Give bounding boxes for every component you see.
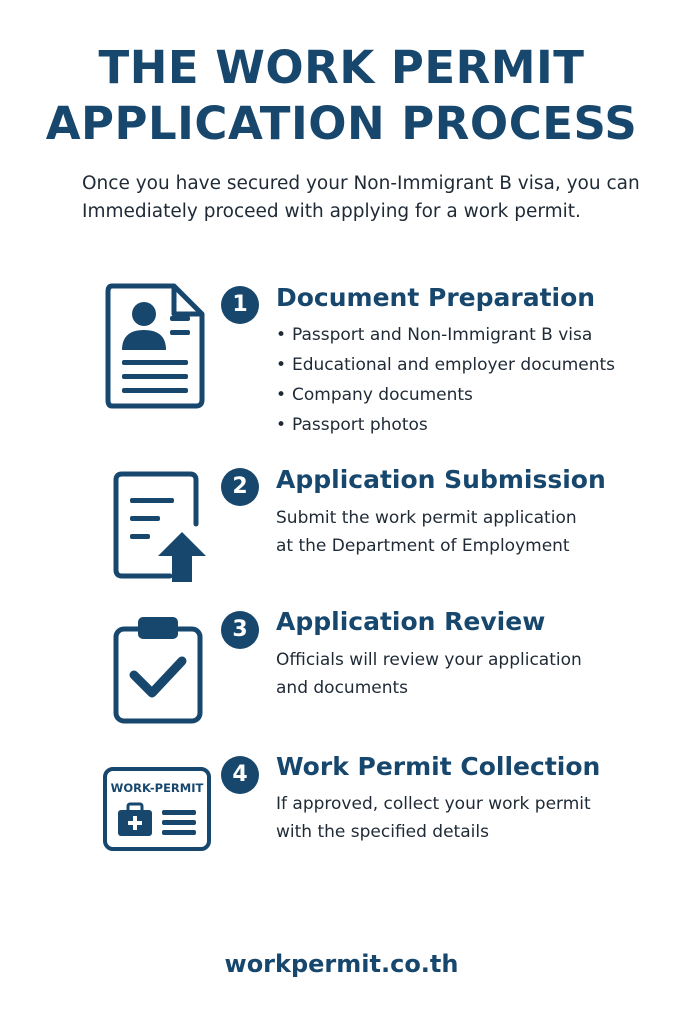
page-title-line-2: APPLICATION PROCESS xyxy=(45,97,638,150)
step-number-badge: 2 xyxy=(221,468,259,506)
id-document-icon xyxy=(104,282,208,410)
list-item: • Company documents xyxy=(276,380,615,410)
list-item: • Passport photos xyxy=(276,410,615,440)
step-title: Application Review xyxy=(276,607,546,636)
step-title: Application Submission xyxy=(276,465,606,494)
footer-website: workpermit.co.th xyxy=(224,950,459,978)
document-list xyxy=(276,320,615,440)
page-title-line-1: THE WORK PERMIT xyxy=(98,41,585,94)
intro-text: Once you have secured your Non-Immigrant B visa, you can Immediately proceed with applying for a work permit. xyxy=(82,173,640,222)
step-title: Document Preparation xyxy=(276,283,596,312)
page-title xyxy=(0,40,683,152)
step-description: If approved, collect your work permit with the specified details xyxy=(276,794,591,842)
clipboard-check-icon xyxy=(112,613,204,725)
work-permit-card-icon xyxy=(102,766,212,852)
step-number-badge: 4 xyxy=(221,756,259,794)
step-number-badge: 3 xyxy=(221,611,259,649)
step-description: Submit the work permit application at the Department of Employment xyxy=(276,508,577,556)
step-title: Work Permit Collection xyxy=(276,752,601,781)
card-label: WORK-PERMIT xyxy=(110,781,204,795)
step-number-badge: 1 xyxy=(221,286,259,324)
step-description: Officials will review your application and documents xyxy=(276,650,582,698)
list-item: • Passport and Non-Immigrant B visa xyxy=(276,320,615,350)
upload-document-icon xyxy=(112,470,210,584)
list-item: • Educational and employer documents xyxy=(276,350,615,380)
